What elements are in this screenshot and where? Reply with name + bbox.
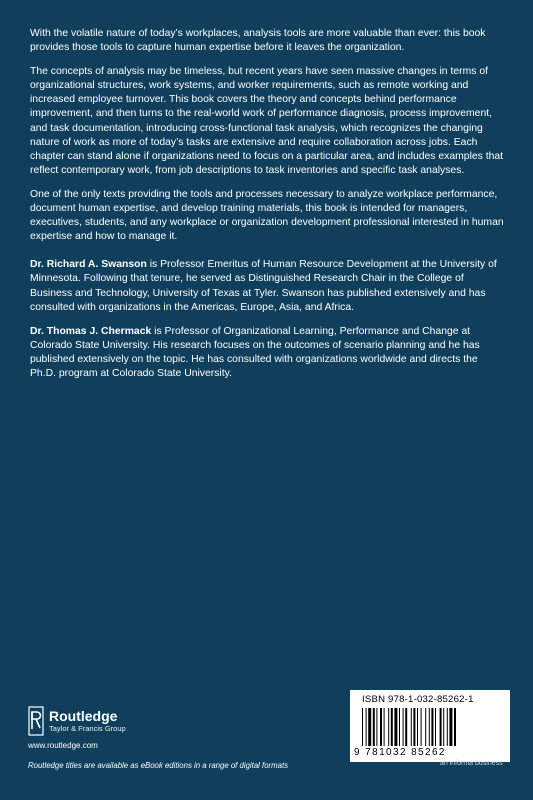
publisher-logo <box>28 706 328 736</box>
publisher-name: Routledge <box>49 708 118 724</box>
blurb-paragraph-2: The concepts of analysis may be timeless, but recent years have seen massive changes in terms of organizational structures, work systems, and worker requirements, such as remote working and increased employee turnover. This book covers the theory and concepts behind performance improvement, and then turns to the real-world work of performance diagnosis, process improvement, and task documentation, introducing cross-functional task analysis, which recognizes the changing nature of work as more of today’s tasks are extensive and require collaboration across jobs. Each chapter can stand alone if organizations need to focus on a particular area, and includes examples that reflect contemporary work, from job descriptions to task inventories and specific task analyses. <box>30 66 504 176</box>
author-name-1: Dr. Richard A. Swanson <box>30 259 147 271</box>
author-bio-text-1: is Professor Emeritus of Human Resource Development at the University of Minnesota. Following that tenure, he served as Distinguished Research Chair in the College of Business and Technology, University of Texas at Tyler. Swanson has published extensively and has consulted with organizations in the Americas, Europe, Asia, and Africa. <box>30 259 497 313</box>
blurb-paragraph-3: One of the only texts providing the tools and processes necessary to analyze workplace performance, document human expertise, and develop training materials, this book is intended for managers, executives, students, and any workplace or organization development professional interested in human expertise and how to manage it. <box>30 188 504 243</box>
isbn-label: ISBN 978-1-032-85262-1 <box>362 694 474 705</box>
author-bio-2 <box>30 325 506 381</box>
informa-tagline: an informa business <box>440 760 503 767</box>
barcode-bars <box>362 708 500 746</box>
ebook-footnote: Routledge titles are available as eBook editions in a range of digital formats <box>28 761 289 770</box>
back-cover-blurb <box>30 27 506 391</box>
publisher-website: www.routledge.com <box>28 741 98 750</box>
routledge-logo-icon <box>28 706 44 736</box>
blurb-paragraph-1: With the volatile nature of today’s workplaces, analysis tools are more valuable than ever: this book provides those tools to capture human expertise before it leaves the organization. <box>30 28 486 54</box>
barcode-digits: 9 781032 85262 <box>354 747 446 758</box>
publisher-group: Taylor & Francis Group <box>49 724 126 733</box>
author-bio-text-2: is Professor of Organizational Learning, Performance and Change at Colorado State University. His research focuses on the outcomes of scenario planning and he has published extensively on the topic. He has consulted with organizations worldwide and directs the Ph.D. program at Colorado State University. <box>30 325 480 379</box>
author-bio-1 <box>30 258 506 314</box>
author-name-2: Dr. Thomas J. Chermack <box>30 325 152 337</box>
isbn-barcode <box>350 690 510 762</box>
